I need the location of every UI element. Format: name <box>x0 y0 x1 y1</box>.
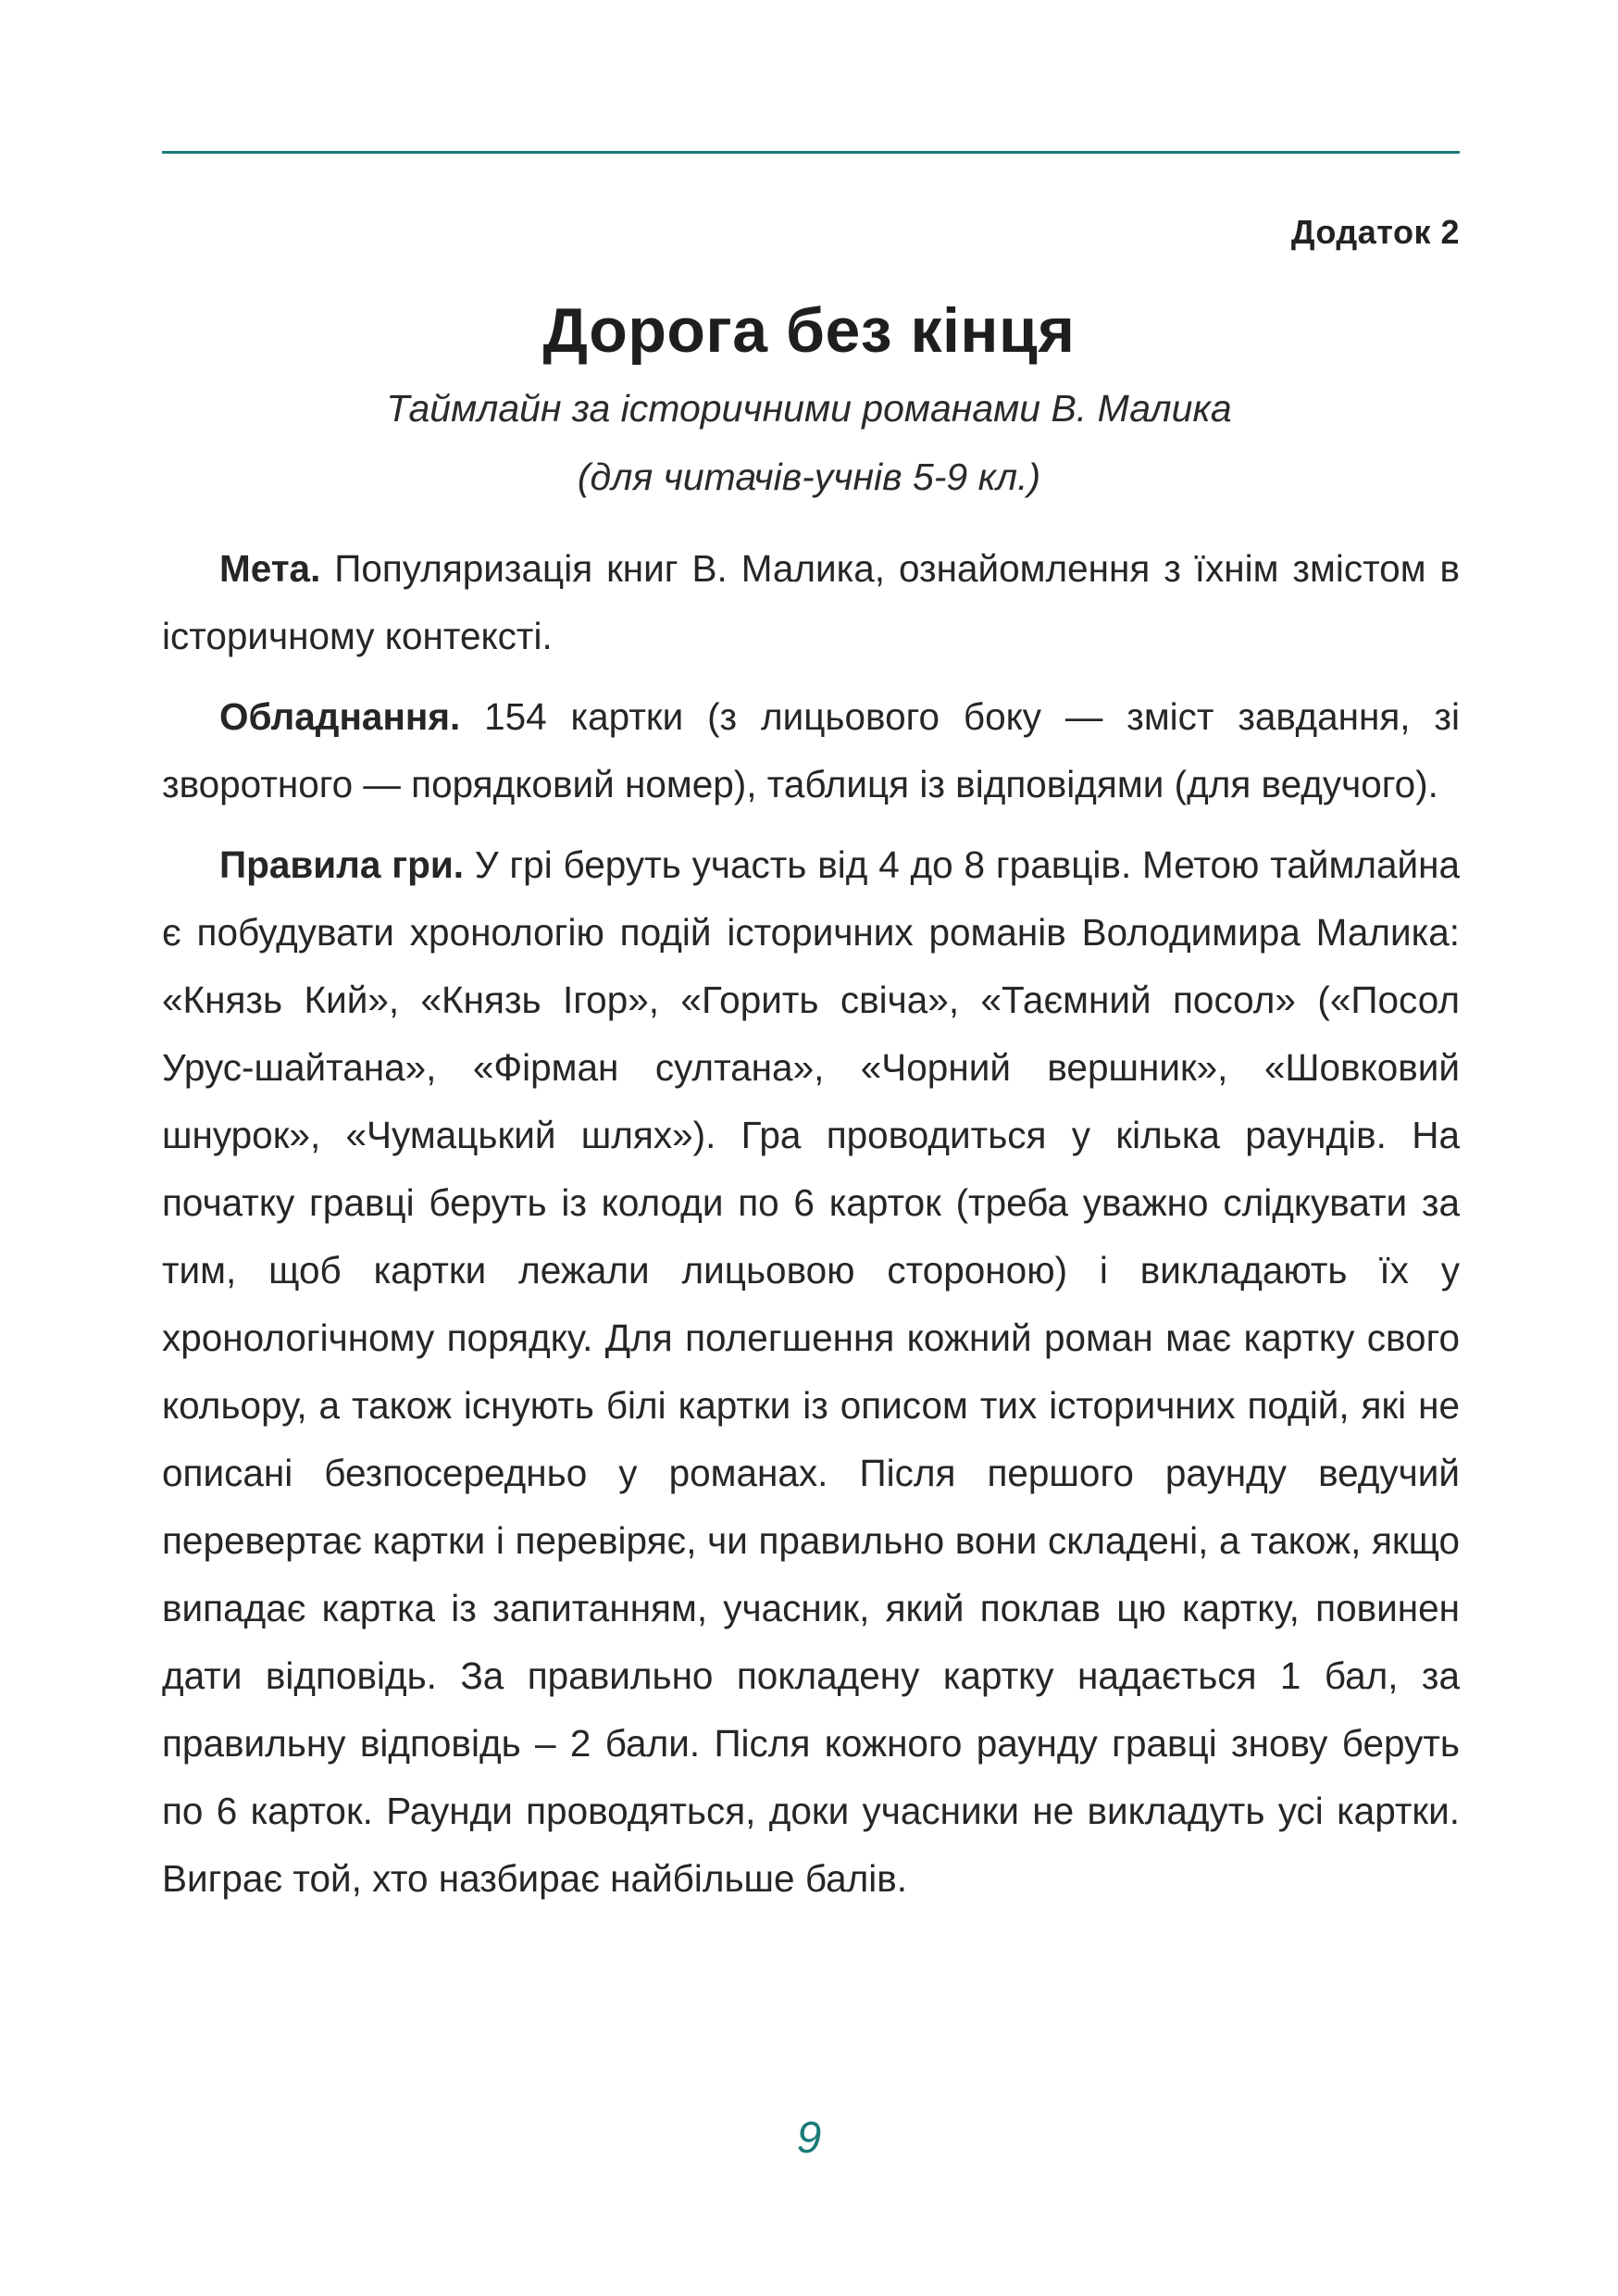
paragraph-goal-text: Популяризація книг В. Малика, ознайомлення з їхнім змістом в історичному контексті. <box>162 547 1460 657</box>
paragraph-rules-lead: Правила гри. <box>219 843 465 886</box>
page-title: Дорога без кінця <box>542 295 1076 366</box>
paragraph-equipment-lead: Обладнання. <box>219 695 461 738</box>
appendix-label: Додаток 2 <box>1290 213 1460 251</box>
paragraph-goal-lead: Мета. <box>219 547 321 590</box>
paragraph-rules-text: У грі беруть участь від 4 до 8 гравців. Метою таймлайна є побудувати хронологію подій історичних романів Володимира Малика: «Князь Кий», «Князь Ігор», «Горить свіча», «Таємний посол» («Посол Урус-шайтана», «Фірман султана», «Чорний вершник», «Шовковий шнурок», «Чумацький шлях»). Гра проводиться у кілька раундів. На початку гравці беруть із колоди по 6 карток (треба уважно слідкувати за тим, щоб картки лежали лицьовою стороною) і викладають їх у хронологічному порядку. Для полегшення кожний роман має картку свого кольору, а також існують білі картки із описом тих історичних подій, які не описані безпосередньо у романах. Після першого раунду ведучий перевертає картки і перевіряє, чи правильно вони складені, а також, якщо випадає картка із запитанням, учасник, який поклав цю картку, повинен дати відповідь. За правильно покладену картку надається 1 бал, за правильну відповідь – 2 бали. Після кожного раунду гравці знову беруть по 6 карток. Раунди проводяться, доки учасники не викладуть усі картки. Виграє той, хто назбирає найбільше балів. <box>162 843 1460 1900</box>
page-number: 9 <box>796 2114 822 2163</box>
subtitle-line-2: (для читачів-учнів 5-9 кл.) <box>577 455 1041 498</box>
paragraph-goal <box>162 535 1460 670</box>
subtitle-line-1: Таймлайн за історичними романами В. Малика <box>386 387 1232 430</box>
body-text <box>162 535 1460 1926</box>
header-rule <box>162 151 1460 154</box>
paragraph-equipment <box>162 683 1460 818</box>
paragraph-rules <box>162 831 1460 1913</box>
paragraph-equipment-text: 154 картки (з лицьового боку — зміст завдання, зі зворотного — порядковий номер), таблиця із відповідями (для ведучого). <box>162 695 1460 805</box>
